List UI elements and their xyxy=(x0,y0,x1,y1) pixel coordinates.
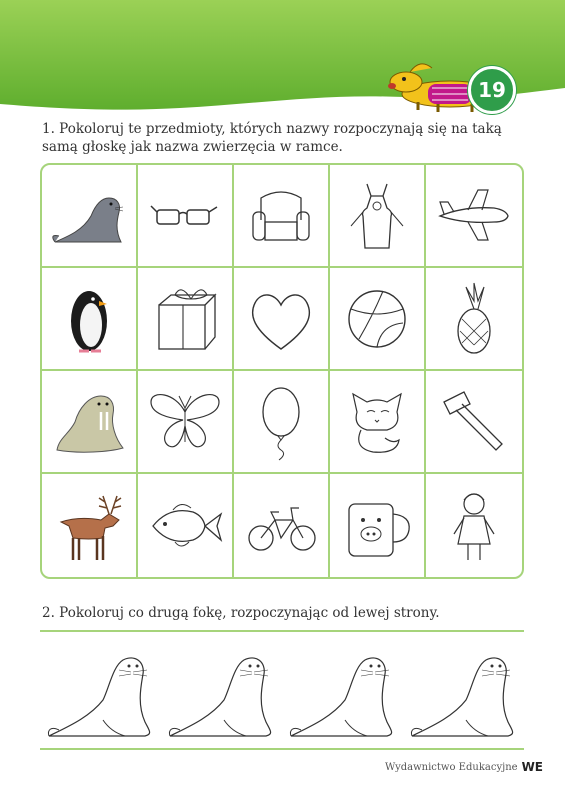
bicycle-icon xyxy=(241,486,321,566)
seal-outline-icon[interactable] xyxy=(408,642,520,742)
grid-cell[interactable] xyxy=(234,165,330,268)
balloon-icon xyxy=(241,382,321,462)
publisher-name: Wydawnictwo Edukacyjne xyxy=(385,761,518,773)
grid-cell[interactable] xyxy=(426,268,522,371)
divider-line-bottom xyxy=(40,748,524,750)
grid-cell[interactable] xyxy=(330,268,426,371)
divider-line-top xyxy=(40,630,524,632)
footer xyxy=(385,760,543,774)
grid-cell[interactable] xyxy=(234,474,330,577)
pig-mug-icon xyxy=(337,486,417,566)
page-number-badge: 19 xyxy=(468,66,516,114)
airplane-icon xyxy=(434,176,514,256)
seal-row xyxy=(40,642,524,742)
grid-cell[interactable] xyxy=(42,474,138,577)
glasses-icon xyxy=(145,176,225,256)
cat-icon xyxy=(337,382,417,462)
grid-cell[interactable] xyxy=(330,474,426,577)
grid-cell[interactable] xyxy=(426,371,522,474)
task-1-instruction: 1. Pokoloruj te przedmioty, których nazwy rozpoczynają się na taką samą głoskę jak nazwa zwierzęcia w ramce. xyxy=(42,121,502,155)
butterfly-icon xyxy=(145,382,225,462)
grid-cell[interactable] xyxy=(330,371,426,474)
grid-cell[interactable] xyxy=(138,371,234,474)
hammer-icon xyxy=(434,382,514,462)
grid-cell[interactable] xyxy=(138,268,234,371)
grid-cell[interactable] xyxy=(42,268,138,371)
publisher-logo-icon: WE xyxy=(521,760,543,774)
doll-icon xyxy=(434,486,514,566)
fish-icon xyxy=(145,486,225,566)
grid-cell[interactable] xyxy=(42,165,138,268)
grid-cell[interactable] xyxy=(426,474,522,577)
heart-icon xyxy=(241,279,321,359)
grid-cell[interactable] xyxy=(138,165,234,268)
walrus-icon xyxy=(49,382,129,462)
gift-icon xyxy=(145,279,225,359)
apron-icon xyxy=(337,176,417,256)
grid-cell[interactable] xyxy=(42,371,138,474)
picture-grid xyxy=(40,163,524,579)
grid-cell[interactable] xyxy=(426,165,522,268)
seal-outline-icon[interactable] xyxy=(45,642,157,742)
reindeer-icon xyxy=(49,486,129,566)
grid-cell[interactable] xyxy=(234,268,330,371)
penguin-icon xyxy=(49,279,129,359)
task-2-instruction: 2. Pokoloruj co drugą fokę, rozpoczynając od lewej strony. xyxy=(42,605,440,621)
grid-cell[interactable] xyxy=(330,165,426,268)
seal-icon xyxy=(49,176,129,256)
ball-icon xyxy=(337,279,417,359)
seal-outline-icon[interactable] xyxy=(287,642,399,742)
seal-outline-icon[interactable] xyxy=(166,642,278,742)
grid-cell[interactable] xyxy=(138,474,234,577)
grid-cell[interactable] xyxy=(234,371,330,474)
pineapple-icon xyxy=(434,279,514,359)
armchair-icon xyxy=(241,176,321,256)
